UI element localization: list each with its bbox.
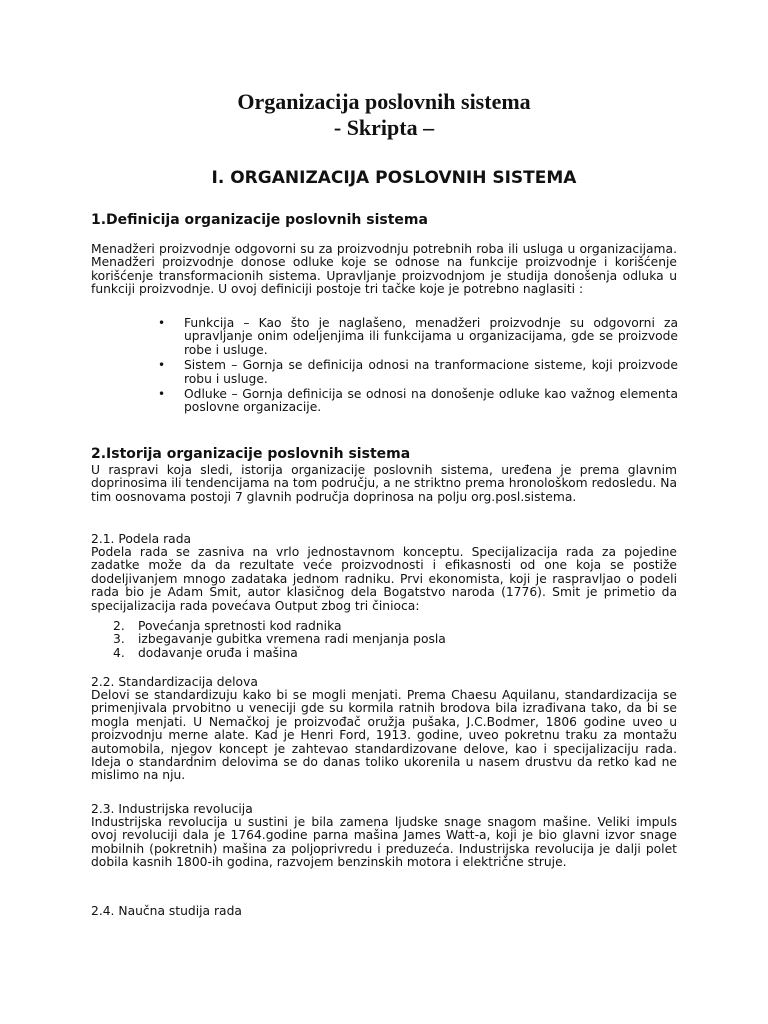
subsection-2-2-paragraph: Delovi se standardizuju kako bi se mogli menjati. Prema Chaesu Aquilanu, standardizacija se primenjivala prvobitno u veneciji gde su kormila ratnih brodova bila izrađivana tako, da bi se mogla menjati. U Nemačkoj je proizvođač oružja pušaka, J.C.Bodmer, 1806 godine uveo u proizvodnju merne alate. Kad je Henri Ford, 1913. godine, uveo pokretnu traku za montažu automobila, njegov koncept je zahtevao standardizovane delove, kao i specijalizaciju rada. Ideja o standardnim delovima se do danas toliko ukorenila u nasem drustvu da retko kad ne mislimo na nju. (91, 688, 677, 783)
bullet-text: Funkcija – Kao što je naglašeno, menadžeri proizvodnje su odgovorni za upravljanje onim odeljenjima ili funkcijama u organizacijama, gde se proizvode robe i usluge. (184, 316, 678, 357)
list-text: dodavanje oruđa i mašina (138, 645, 298, 660)
list-item (158, 388, 678, 415)
subsection-2-3-heading: 2.3. Industrijska revolucija (91, 802, 253, 816)
section-1-heading: 1.Definicija organizacije poslovnih sistema (91, 212, 428, 228)
section-1-bullet-list (158, 317, 678, 417)
subsection-2-1-numbered-list (113, 620, 613, 660)
document-title: Organizacija poslovnih sistema (237, 89, 531, 114)
bullet-text: Sistem – Gornja se definicija odnosi na tranformacione sisteme, koji proizvode robu i usluge. (184, 358, 678, 386)
list-number: 2. (113, 619, 125, 633)
document-subtitle: - Skripta – (333, 115, 435, 140)
bullet-icon: • (158, 387, 166, 402)
chapter-heading: I. ORGANIZACIJA POSLOVNIH SISTEMA (211, 168, 577, 188)
section-2-paragraph: U raspravi koja sledi, istorija organizacije poslovnih sistema, uređena je prema glavnim doprinosima ili tendencijama na tom području, a ne striktno prema hronološkom redosledu. Na tim oosnovama postoji 7 glavnih područja doprinosa na polju org.posl.sistema. (91, 463, 677, 504)
list-number: 4. (113, 645, 125, 660)
section-2-heading: 2.Istorija organizacije poslovnih sistema (91, 446, 411, 462)
list-text: Povećanja spretnosti kod radnika (138, 619, 342, 633)
list-item (158, 317, 678, 357)
bullet-icon: • (158, 316, 166, 330)
subsection-2-1-paragraph: Podela rada se zasniva na vrlo jednostavnom konceptu. Specijalizacija rada za pojedine zadatke može da da rezultate veće proizvodnosti i efikasnosti od one koja se postiže dodeljivanjem mnogo zadataka jednom radniku. Prvi ekonomista, koji je raspravljao o podeli rada bio je Adam Smit, autor klasičnog dela Bogatstvo naroda (1776). Smit je primetio da specijalizacija rada povećava Output zbog tri činioca: (91, 545, 677, 613)
list-number: 3. (113, 632, 125, 647)
bullet-text: Odluke – Gornja definicija se odnosi na donošenje odluke kao važnog elementa poslovne organizacije. (184, 387, 678, 415)
list-item (158, 359, 678, 386)
subsection-2-1-heading: 2.1. Podela rada (91, 532, 192, 546)
list-item (113, 620, 613, 633)
list-text: izbegavanje gubitka vremena radi menjanja posla (138, 632, 446, 647)
section-1-paragraph: Menadžeri proizvodnje odgovorni su za proizvodnju potrebnih roba ili usluga u organizacijama. Menadžeri proizvodnje donose odluke koje se odnose na funkcije proizvodnje i korišćenje korišćenje transformacionih sistema. Upravljanje proizvodnjom je studija donošenja odluka u funkciji proizvodnje. U ovoj definiciji postoje tri tačke koje je potrebno naglasiti : (91, 242, 677, 297)
bullet-icon: • (158, 358, 166, 373)
list-item (113, 647, 613, 660)
subsection-2-3-paragraph: Industrijska revolucija u sustini je bila zamena ljudske snage snagom mašine. Veliki impuls ovoj revoluciji dala je 1764.godine parna mašina James Watt-a, koji je bio glavni izvor snage mobilnih (pokretnih) mašina za poljoprivredu i preduzeća. Industrijska revolucija je dalji polet dobila kasnih 1800-ih godina, razvojem benzinskih motora i električne struje. (91, 815, 677, 870)
subsection-2-4-heading: 2.4. Naučna studija rada (91, 904, 242, 918)
list-item (113, 633, 613, 646)
subsection-2-2-heading: 2.2. Standardizacija delova (91, 675, 258, 689)
